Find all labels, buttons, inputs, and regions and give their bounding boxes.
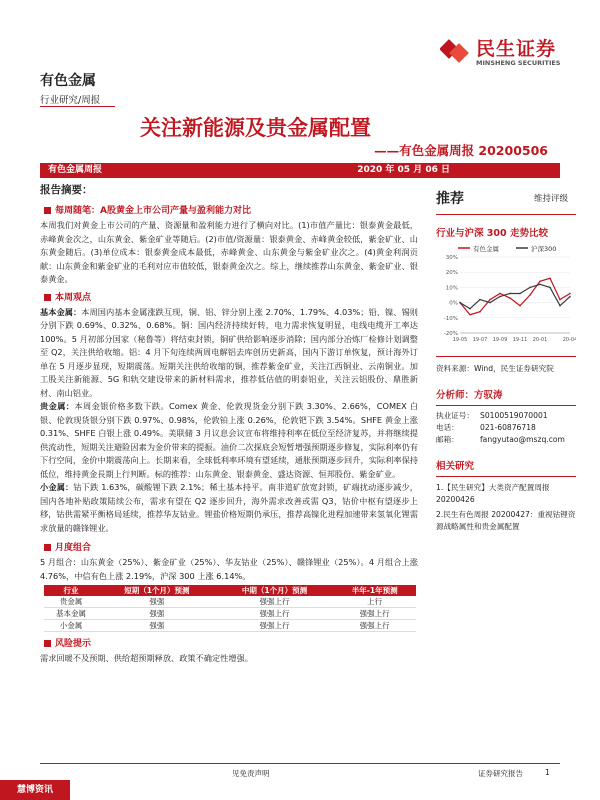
section-bullet-icon xyxy=(44,294,51,301)
bar-date: 2020 年 05 月 06 日 xyxy=(357,165,450,175)
rating-value: 维持评级 xyxy=(533,194,568,204)
views-precious-metals: 贵金属：本周金银价格多数下跌。Comex 黄金、伦敦现货金分别下跌 3.30%、2.66%，COMEX 白银、伦敦现货银分别下跌 0.97%、0.98%，伦敦铂上涨 0.26%，伦敦钯下跌 3.54%。SHFE 黄金上涨 0.31%、SHFE 白银上涨 0.49%。美联储 3 月议息会议宣布将维持利率在低位至经济复苏，并将继续提供流动性，短期关注避险因素为金价带来的提振。油价二次探底会短暂增强预期逐步修复，实际利率仍有下行空间，金价中期震荡向上。长期来看，全球低利率环境有望延续，通胀预期逐步回升，实际利率保持低位，维持黄金長期上行判断。标的推荐：山东黄金、银泰黄金、盛达资源、恒邦股份、紫金矿业。 xyxy=(40,401,418,479)
logo-cn: 民生证券 xyxy=(476,38,557,60)
table-row xyxy=(44,596,416,608)
field-value: S0100519070001 xyxy=(480,411,548,420)
report-type-underline xyxy=(40,106,115,107)
table-cell: 强强 xyxy=(98,620,216,632)
views-base-metals: 基本金属：本周国内基本金属涨跌互现，铜、铝、锌分别上涨 2.70%、1.79%、4.03%；铅、镍、锡则分别下跌 0.69%、0.32%、0.68%。铜：国内经济持续好转，电力需求恢复明显，电线电缆开工率达 100%。5 月初部分国家（秘鲁等）将结束封锁，铜矿供给影响逐步消除；国内部分冶炼厂检修计划调整至 Q2，关注供给收缩。铝：4 月下旬连续两周电解铝去库创历史新高，国内下游订单恢复，预计海外订单在 5 月逐步显现，短期震荡。短期关注供给收缩的铜，推荐紫金矿业，关注江西铜业、云南铜业。加工股关注新能源、5G 和轨交建设带来的新材料需求，推荐低估值的明泰铝业，关注云铝股份、鼎胜新材、南山铝业。 xyxy=(40,306,418,398)
section-risk: 风险提示 xyxy=(44,636,418,649)
summary-heading: 报告摘要： xyxy=(40,184,93,196)
data-point xyxy=(529,294,531,296)
table-cell: 强强上行 xyxy=(216,608,334,620)
x-tick-label: 19-05 xyxy=(452,337,468,343)
sidebar xyxy=(436,186,576,533)
field-label: 电话： xyxy=(436,423,459,432)
divider xyxy=(436,356,576,357)
divider xyxy=(436,476,576,477)
y-tick-label: 0% xyxy=(449,300,458,307)
logo-en: MINSHENG SECURITIES xyxy=(476,59,561,67)
data-point xyxy=(519,293,521,295)
y-tick-label: 10% xyxy=(445,285,458,292)
rating xyxy=(436,186,576,210)
main-column xyxy=(40,182,418,666)
table-cell: 强强上行 xyxy=(333,608,416,620)
data-point xyxy=(469,308,471,310)
analyst-info xyxy=(436,410,576,446)
table-header: 行业 xyxy=(44,585,98,596)
y-tick-label: 20% xyxy=(445,270,458,277)
field-value[interactable]: fangyutao@mszq.com xyxy=(480,435,565,444)
legend-label: 有色金属 xyxy=(473,245,499,253)
data-point xyxy=(509,293,511,295)
section-bullet-icon xyxy=(44,207,51,214)
chart-title: 行业与沪深 300 走势比较 xyxy=(436,228,548,239)
data-point xyxy=(499,296,501,298)
page-subtitle: ——有色金属周报 20200506 xyxy=(374,143,548,158)
data-point xyxy=(549,277,551,279)
y-tick-label: -10% xyxy=(443,315,458,322)
table-row xyxy=(44,608,416,620)
x-tick-label: 20-04 xyxy=(562,337,576,343)
views-minor-metals: 小金属：钴下跌 1.63%，碳酸锂下跌 2.1%；稀土基本持平。南非道矿放宽封锁，矿端扰动逐步减少，国内各地补贴政策陆续公布，需求有望在 Q2 逐步回升，海外需求改善或需 Q3，钴价中枢有望逐步上移，钴供需紧平衡格局延续，推荐华友钴业。锂盐价格短期仍承压，推荐高镍化进程加速带来氢氧化锂需求放量的赣锋锂业。 xyxy=(40,482,418,533)
x-tick-label: 20-01 xyxy=(532,337,548,343)
trend-chart xyxy=(436,243,576,348)
analyst-field xyxy=(436,434,576,446)
table-cell: 上行 xyxy=(333,596,416,608)
related-title: 相关研究 xyxy=(436,461,475,472)
field-label: 执业证号： xyxy=(436,411,474,420)
data-point xyxy=(479,311,481,313)
footer-rule xyxy=(40,763,560,764)
data-point xyxy=(459,302,461,304)
legend-label: 沪深300 xyxy=(531,245,557,253)
section-bullet-icon xyxy=(44,544,51,551)
data-point xyxy=(559,299,561,301)
related-item[interactable]: 2.民生有色周报 20200427：重视钴锂资源战略属性和贵金属配置 xyxy=(436,510,576,531)
table-header: 短期（1个月）预测 xyxy=(98,585,216,596)
y-tick-label: 30% xyxy=(445,255,458,261)
sector-label: 有色金属 xyxy=(40,73,96,89)
portfolio-text: 5 月组合：山东黄金（25%）、紫金矿业（25%）、华友钴业（25%）、赣锋锂业（25%）。4 月组合上涨 4.76%，中信有色上涨 2.19%，沪深 300 上涨 6.14%。 xyxy=(40,557,418,581)
section-weekly: 每周随笔：A股黄金上市公司产量与盈利能力对比 xyxy=(44,203,418,216)
analyst-field xyxy=(436,422,576,434)
table-cell: 强强上行 xyxy=(333,620,416,632)
table-header-row xyxy=(44,585,416,596)
forecast-table xyxy=(44,585,416,632)
table-cell: 贵金属 xyxy=(44,596,98,608)
table-cell: 强强 xyxy=(98,596,216,608)
footer-disclaimer: 见免责声明 xyxy=(232,769,270,778)
table-cell: 基本金属 xyxy=(44,608,98,620)
section-bullet-icon xyxy=(44,640,51,647)
bar-left-label: 有色金属周报 xyxy=(48,165,103,175)
page-number: 1 xyxy=(545,768,550,777)
analyst-field xyxy=(436,410,576,422)
rating-label: 推荐 xyxy=(436,191,464,207)
data-point xyxy=(489,299,491,301)
data-point xyxy=(539,281,541,283)
header-bar xyxy=(40,163,560,178)
table-header: 半年-1年预测 xyxy=(333,585,416,596)
x-tick-label: 19-07 xyxy=(472,337,488,343)
data-point xyxy=(529,287,531,289)
series-line xyxy=(460,278,570,314)
y-tick-label: -20% xyxy=(443,331,458,337)
data-point xyxy=(479,299,481,301)
logo-mark-icon xyxy=(440,36,472,68)
weekly-text: 本周我们对黄金上市公司的产量、资源量和盈利能力进行了横向对比。(1)市值产量比：银泰黄金最低，赤峰黄金次之，山东黄金、紫金矿业等随后。(2)市值/资源量：银泰黄金、赤峰黄金较低，紫金矿业、山东黄金随后。(3)单位成本：银泰黄金成本最低，赤峰黄金、山东黄金与紫金矿业次之。(4)黄金利润贡献：山东黄金和紫金矿业的毛利对应市值较低，银泰黄金次之。综上，继续推荐山东黄金、紫金矿业、银泰黄金。 xyxy=(40,220,418,284)
table-cell: 强强上行 xyxy=(216,620,334,632)
table-header: 中期（1个月）预测 xyxy=(216,585,334,596)
divider xyxy=(436,214,576,215)
data-point xyxy=(489,302,491,304)
data-point xyxy=(559,305,561,307)
data-point xyxy=(469,314,471,316)
table-cell: 强强 xyxy=(98,608,216,620)
footer-badge: 慧博资讯 xyxy=(0,780,70,800)
report-type: 行业研究/周报 xyxy=(40,95,101,106)
table-cell: 小金属 xyxy=(44,620,98,632)
section-views: 本周观点 xyxy=(44,290,418,303)
page-title: 关注新能源及贵金属配置 xyxy=(140,116,371,140)
field-label: 邮箱： xyxy=(436,435,459,444)
related-item[interactable]: 1.【民生研究】大类资产配置周报20200426 xyxy=(436,483,550,504)
data-point xyxy=(509,297,511,299)
data-point xyxy=(569,293,571,295)
series-line xyxy=(460,284,570,308)
data-point xyxy=(519,305,521,307)
divider xyxy=(436,405,576,406)
x-tick-label: 19-11 xyxy=(512,337,528,343)
data-point xyxy=(549,287,551,289)
table-cell: 强强上行 xyxy=(216,596,334,608)
field-value: 021-60876718 xyxy=(480,423,536,432)
analyst-title: 分析师：方驭涛 xyxy=(436,390,503,401)
data-point xyxy=(499,293,501,295)
section-portfolio: 月度组合 xyxy=(44,540,418,553)
risk-text: 需求回暖不及预期、供给超预期释放、政策不确定性增强。 xyxy=(40,653,253,663)
data-point xyxy=(539,284,541,286)
logo xyxy=(440,34,580,74)
table-row xyxy=(44,620,416,632)
footer-report: 证券研究报告 xyxy=(478,769,523,778)
x-tick-label: 19-09 xyxy=(492,337,508,343)
chart-source: 资料来源：Wind，民生证券研究院 xyxy=(436,364,554,373)
data-point xyxy=(569,296,571,298)
